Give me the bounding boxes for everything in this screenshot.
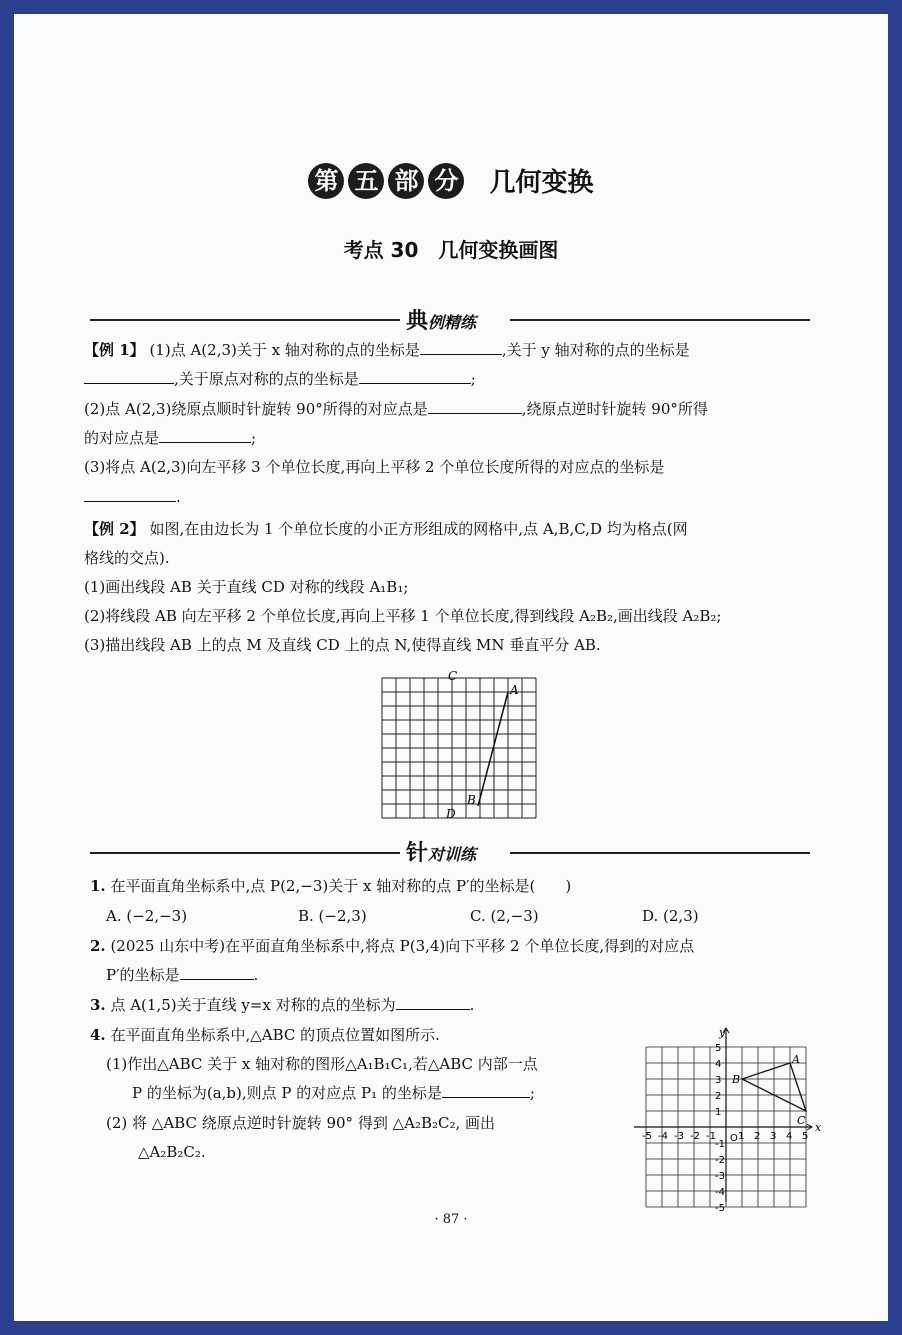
question-2-line2 bbox=[106, 965, 258, 985]
y-tick-label: 5 bbox=[715, 1043, 722, 1054]
answer-blank[interactable] bbox=[180, 965, 254, 980]
text: 如图,在由边长为 1 个单位长度的小正方形组成的网格中,点 A,B,C,D 均为格点(网 bbox=[149, 520, 688, 538]
question-2-line1 bbox=[90, 936, 694, 956]
section-divider bbox=[90, 319, 400, 321]
question-4-line4: (2) 将 △ABC 绕原点逆时针旋转 90° 得到 △A₂B₂C₂, 画出 bbox=[106, 1114, 496, 1132]
point-b-label: B bbox=[467, 793, 476, 807]
text: . bbox=[253, 966, 259, 984]
example-label: 【例 2】 bbox=[84, 520, 145, 538]
text: P′的坐标是 bbox=[106, 966, 180, 984]
y-tick-label: 2 bbox=[715, 1091, 722, 1102]
answer-blank[interactable] bbox=[396, 995, 470, 1010]
x-tick-label: 4 bbox=[786, 1131, 793, 1142]
origin-label: O bbox=[730, 1133, 738, 1144]
section-big-char: 针 bbox=[406, 841, 429, 866]
grid-lines bbox=[382, 678, 536, 818]
x-tick-label: -3 bbox=[674, 1131, 684, 1142]
y-tick-label: 1 bbox=[715, 1107, 722, 1118]
text: 的对应点是 bbox=[84, 429, 160, 447]
text: . bbox=[469, 996, 475, 1014]
y-tick-label: 4 bbox=[715, 1059, 722, 1070]
example2-line1 bbox=[84, 519, 688, 539]
text: P 的坐标为(a,b),则点 P 的对应点 P₁ 的坐标是 bbox=[132, 1084, 442, 1102]
question-4-line3 bbox=[132, 1083, 535, 1103]
example1-line6 bbox=[84, 487, 181, 507]
q1-option-c[interactable]: C. (2,−3) bbox=[470, 907, 539, 925]
answer-blank[interactable] bbox=[428, 399, 522, 414]
y-tick-labels bbox=[715, 1043, 725, 1214]
x-tick-label: 3 bbox=[770, 1131, 777, 1142]
text: ,绕原点逆时针旋转 90°所得 bbox=[521, 400, 708, 418]
y-tick-label: -3 bbox=[715, 1171, 725, 1182]
example1-line2 bbox=[84, 369, 476, 389]
answer-blank[interactable] bbox=[359, 369, 471, 384]
section-divider bbox=[510, 319, 810, 321]
x-tick-label: -4 bbox=[658, 1131, 668, 1142]
coordinate-plane-figure bbox=[626, 1022, 822, 1214]
vertex-b-label: B bbox=[732, 1073, 741, 1086]
y-axis-label: y bbox=[719, 1026, 726, 1039]
answer-blank[interactable] bbox=[159, 428, 251, 443]
y-tick-label: -1 bbox=[715, 1139, 725, 1150]
question-text: 在平面直角坐标系中,△ABC 的顶点位置如图所示. bbox=[110, 1026, 440, 1044]
example2-line5: (3)描出线段 AB 上的点 M 及直线 CD 上的点 N,使得直线 MN 垂直平分 AB. bbox=[84, 636, 601, 654]
section-small-text: 例精练 bbox=[428, 313, 477, 332]
part-char: 五 bbox=[348, 163, 384, 199]
x-tick-label: 1 bbox=[738, 1131, 745, 1142]
x-tick-labels bbox=[642, 1131, 808, 1142]
answer-blank[interactable] bbox=[84, 487, 176, 502]
section-practice-heading bbox=[406, 836, 476, 867]
example-label: 【例 1】 bbox=[84, 341, 145, 359]
vertex-c-label: C bbox=[797, 1114, 806, 1127]
section-divider bbox=[90, 852, 400, 854]
example2-line3: (1)画出线段 AB 关于直线 CD 对称的线段 A₁B₁; bbox=[84, 578, 409, 596]
segment-ab bbox=[478, 692, 508, 806]
answer-blank[interactable] bbox=[442, 1083, 530, 1098]
text: ; bbox=[251, 429, 257, 447]
part-char: 第 bbox=[308, 163, 344, 199]
answer-blank[interactable] bbox=[420, 340, 502, 355]
question-4-line1 bbox=[90, 1025, 440, 1045]
text: . bbox=[176, 488, 181, 506]
point-c-label: C bbox=[448, 669, 458, 683]
x-tick-label: 2 bbox=[754, 1131, 761, 1142]
y-tick-label: -5 bbox=[715, 1203, 725, 1214]
text: ; bbox=[529, 1084, 535, 1102]
question-number: 2. bbox=[90, 937, 106, 955]
section-big-char: 典 bbox=[406, 309, 429, 334]
question-text: 在平面直角坐标系中,点 P(2,−3)关于 x 轴对称的点 P′的坐标是( ) bbox=[110, 877, 572, 895]
x-tick-label: -2 bbox=[690, 1131, 700, 1142]
y-tick-label: 3 bbox=[715, 1075, 722, 1086]
q1-option-b[interactable]: B. (−2,3) bbox=[298, 907, 367, 925]
x-tick-label: -5 bbox=[642, 1131, 652, 1142]
x-axis-label: x bbox=[815, 1121, 822, 1134]
answer-blank[interactable] bbox=[84, 369, 174, 384]
question-3 bbox=[90, 995, 474, 1015]
example1-line3 bbox=[84, 399, 708, 419]
question-number: 1. bbox=[90, 877, 106, 895]
question-text: (2025 山东中考)在平面直角坐标系中,将点 P(3,4)向下平移 2 个单位长度,得到的对应点 bbox=[110, 937, 695, 955]
example2-grid-figure bbox=[364, 662, 534, 822]
q1-option-a[interactable]: A. (−2,−3) bbox=[106, 907, 188, 925]
example2-line2: 格线的交点). bbox=[84, 549, 170, 567]
part-name: 几何变换 bbox=[489, 168, 594, 198]
question-1 bbox=[90, 876, 571, 896]
x-tick-label: -1 bbox=[706, 1131, 716, 1142]
part-char: 分 bbox=[428, 163, 464, 199]
q1-option-d[interactable]: D. (2,3) bbox=[642, 907, 699, 925]
question-number: 3. bbox=[90, 996, 106, 1014]
page-number: · 87 · bbox=[434, 1212, 468, 1227]
section-small-text: 对训练 bbox=[428, 845, 477, 864]
x-tick-label: 5 bbox=[802, 1131, 809, 1142]
example1-line4 bbox=[84, 428, 256, 448]
text: ; bbox=[470, 370, 476, 388]
question-4-line2: (1)作出△ABC 关于 x 轴对称的图形△A₁B₁C₁,若△ABC 内部一点 bbox=[106, 1055, 538, 1073]
y-tick-label: -4 bbox=[715, 1187, 725, 1198]
section-examples-heading bbox=[406, 304, 476, 335]
vertex-a-label: A bbox=[792, 1053, 800, 1066]
question-4-line5: △A₂B₂C₂. bbox=[138, 1143, 206, 1161]
question-text: 点 A(1,5)关于直线 y=x 对称的点的坐标为 bbox=[110, 996, 396, 1014]
page bbox=[14, 14, 888, 1321]
text: (1)点 A(2,3)关于 x 轴对称的点的坐标是 bbox=[149, 341, 420, 359]
text: (2)点 A(2,3)绕原点顺时针旋转 90°所得的对应点是 bbox=[84, 400, 428, 418]
example1-line1 bbox=[84, 340, 690, 360]
example1-line5: (3)将点 A(2,3)向左平移 3 个单位长度,再向上平移 2 个单位长度所得的对应点的坐标是 bbox=[84, 458, 665, 476]
topic-title: 考点 30 几何变换画图 bbox=[343, 238, 559, 262]
point-d-label: D bbox=[446, 807, 456, 821]
example2-line4: (2)将线段 AB 向左平移 2 个单位长度,再向上平移 1 个单位长度,得到线段 A₂B₂,画出线段 A₂B₂; bbox=[84, 607, 722, 625]
question-number: 4. bbox=[90, 1026, 106, 1044]
text: ,关于 y 轴对称的点的坐标是 bbox=[501, 341, 690, 359]
part-char: 部 bbox=[388, 163, 424, 199]
section-divider bbox=[510, 852, 810, 854]
y-tick-label: -2 bbox=[715, 1155, 725, 1166]
point-a-label: A bbox=[510, 683, 519, 697]
text: ,关于原点对称的点的坐标是 bbox=[174, 370, 359, 388]
part-title bbox=[14, 162, 888, 199]
